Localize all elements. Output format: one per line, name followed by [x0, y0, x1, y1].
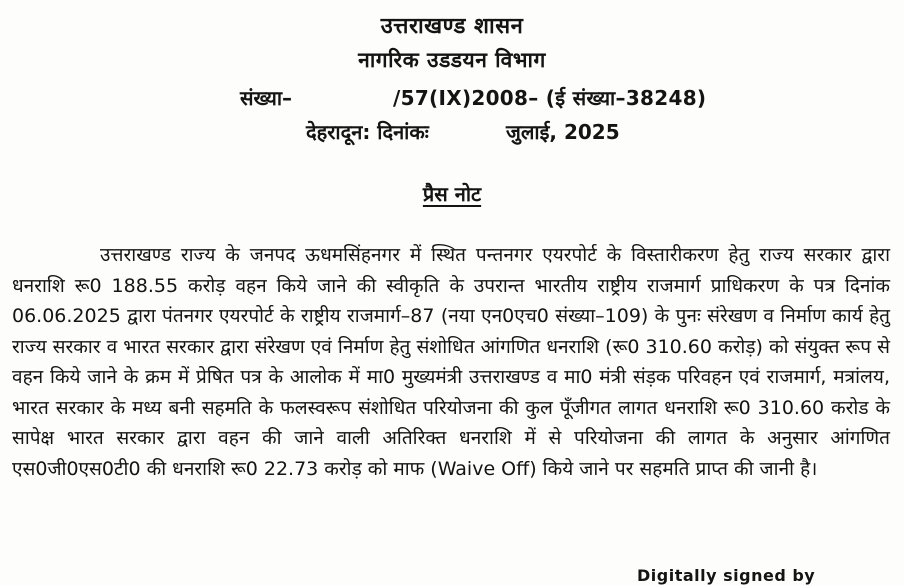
- reference-row: [0, 84, 904, 116]
- date-value: जुलाई, 2025: [506, 120, 620, 144]
- department-heading: नागरिक उडडयन विभाग: [358, 48, 546, 72]
- government-heading: उत्तराखण्ड शासन: [380, 14, 524, 39]
- press-note-title: [0, 180, 904, 207]
- date-row: [0, 118, 904, 150]
- date-label: देहरादून: दिनांकः: [306, 120, 429, 144]
- digital-signature-note: Digitally signed by: [637, 566, 816, 585]
- reference-number: /57(IX)2008– (ई संख्या–38248): [393, 86, 707, 110]
- reference-label: संख्या–: [240, 86, 292, 110]
- body-paragraph: उत्तराखण्ड राज्य के जनपद ऊधमसिंहनगर में स्थित पन्तनगर एयरपोर्ट के विस्तारीकरण हेतु राज्य सरकार द्वारा धनराशि रू0 188.55 करोड़ वहन किये जाने की स्वीकृति के उपरान्त भारतीय राष्ट्रीय राजमार्ग प्राधिकरण के पत्र दिनांक 06.06.2025 द्वारा पंतनगर एयरपोर्ट के राष्ट्रीय राजमार्ग–87 (नया एन0एच0 संख्या–109) के पुनः संरेखण व निर्माण कार्य हेतु राज्य सरकार व भारत सरकार द्वारा संरेखण एवं निर्माण हेतु संशोधित आंगणित धनराशि (रू0 310.60 करोड़) को संयुक्त रूप से वहन किये जाने के क्रम में प्रेषित पत्र के आलोक में मा0 मुख्यमंत्री उत्तराखण्ड व मा0 मंत्री संड़क परिवहन एवं राजमार्ग, मत्रांलय, भारत सरकार के मध्य बनी सहमति के फलस्वरूप संशोधित परियोजना की कुल पूँजीगत लागत धनराशि रू0 310.60 करोड के सापेक्ष भारत सरकार द्वारा वहन की जाने वाली अतिरिक्त धनराशि में से परियोजना की लागत के अनुसार आंगणित एस0जी0एस0टी0 की धनराशि रू0 22.73 करोड़ को माफ (Waive Off) किये जाने पर सहमति प्राप्त की जानी है।: [12, 244, 890, 480]
- press-note-title-text: प्रैस नोट: [422, 182, 482, 206]
